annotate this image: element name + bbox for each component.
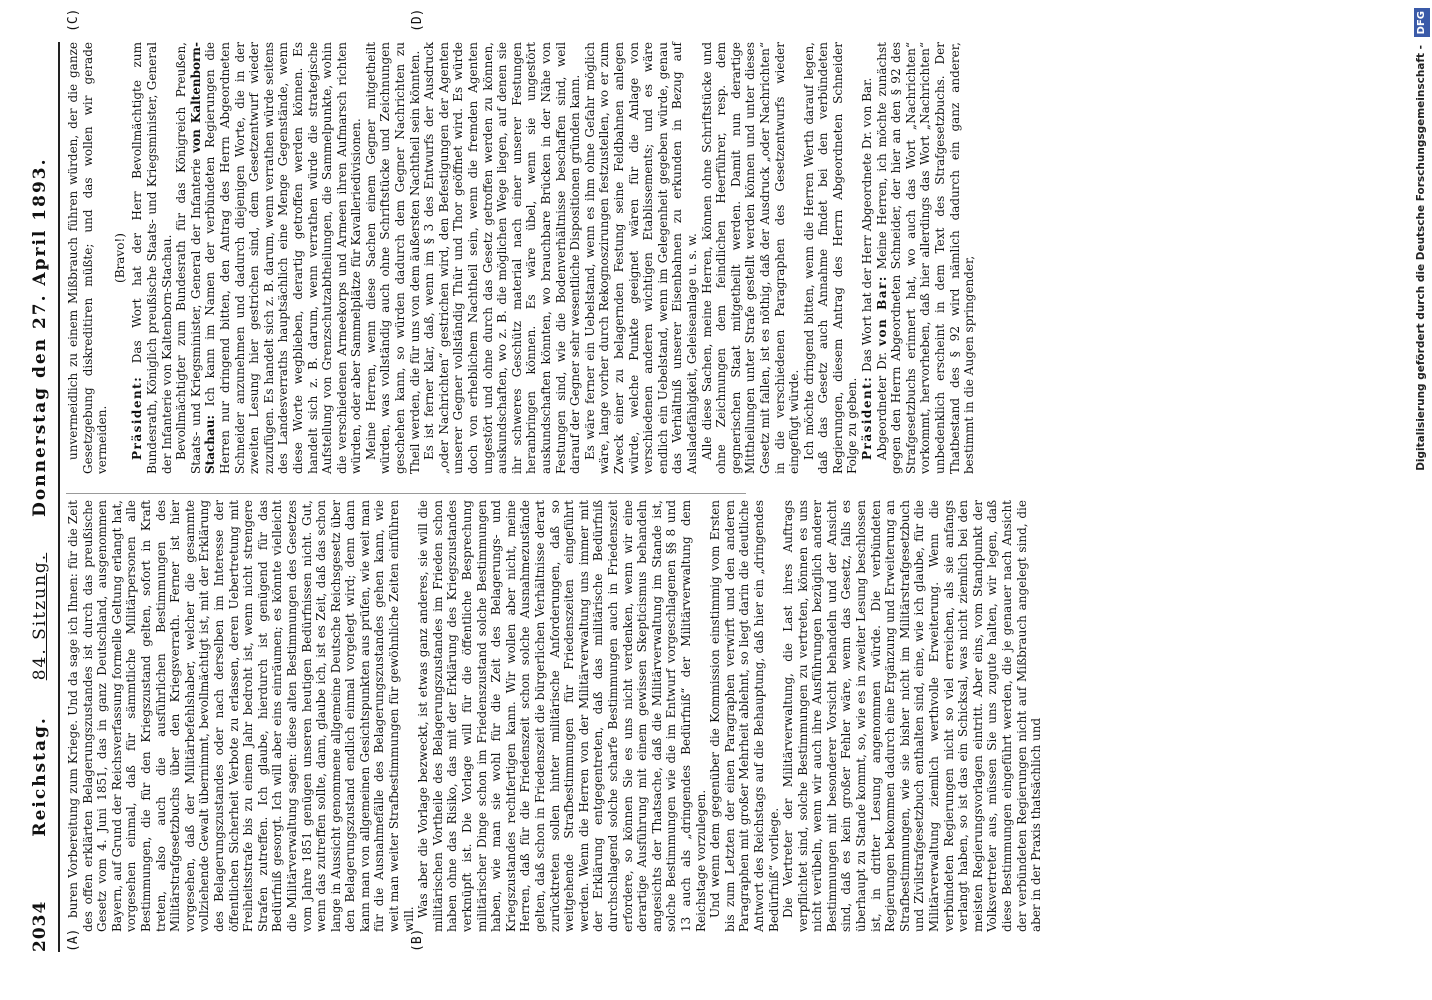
session-date: Donnerstag den 27. April 1893. bbox=[30, 157, 50, 517]
margin-marker-c: (C) bbox=[66, 8, 81, 32]
header-rule bbox=[58, 42, 60, 952]
applause-note: (Bravo!) bbox=[112, 233, 127, 283]
margin-marker-a: (A) bbox=[66, 928, 81, 952]
speaker-name: von Kaltenborn-Stachau: bbox=[188, 42, 218, 474]
margin-marker-b: (B) bbox=[410, 928, 425, 952]
credit-text: Digitalisierung gefördert durch die Deutsche Forschungsgemeinschaft - bbox=[1415, 45, 1427, 471]
speaker-name: von Bar: bbox=[874, 275, 889, 346]
speaker-text: Meine Herren, ich möchte zunächst gegen den Herrn Abgeordneten Schneider, der hier an den § 92 des Strafgesetzbuchs erinnert hat, wo auch das Wort „Nachrichten“ vorkommt, hervorheben, daß hier allerdings das Wort „Nachrichten“ unbedenklich erscheint in dem Text des Strafgesetzbuchs. Der Thatbestand des § 92 wird nämlich dadurch ein ganz anderer, bestimmt in die Augen springender, bbox=[874, 42, 977, 474]
paragraph: Und wenn dem gegenüber die Kommission einstimmig vom Ersten bis zum Letzten der einen Paragraphen verwirft und den anderen Paragraphen mit großer Mehrheit ablehnt, so liegt darin die deutliche Antwort des Reichstags auf die Behauptung, daß hier ein „dringendes Bedürfniß“ vorliege. bbox=[708, 500, 781, 932]
header-center bbox=[30, 42, 50, 952]
paragraph: Es ist ferner klar, daß, wenn im § 3 des Entwurfs der Ausdruck „oder Nachrichten“ gestrichen wird, den Befestigungen der Agenten unserer Gegner vollständig Thür und Thor geöffnet wird. Es würde doch von erheblichem Nachtheil sein, wenn die fremden Agenten ungestört und ohne durch das Gesetz getroffen werden zu können, auskundschaften, wo z. B. die möglichen Wege liegen, auf denen sie ihr schweres Geschütz material nach einer unserer Festungen heranbringen können. Es wäre übel, wenn sie ungestört auskundschaften könnten, wo brauchbare Brücken in der Nähe von Festungen sind, wie die Bodenverhältnisse beschaffen sind, weil darauf der Gegner sehr wesentliche Dispositionen gründen kann. bbox=[422, 42, 583, 474]
speaker-label: Präsident: bbox=[860, 375, 875, 460]
right-column bbox=[66, 42, 977, 474]
paragraph: Was aber die Vorlage bezweckt, ist etwas ganz anderes, sie will die militärischen Vortheile des Belagerungszustandes im Frieden schon haben ohne das Risiko, das mit der Erklärung des Kriegszustandes verknüpft ist. Die Vorlage will für die öffentliche Besprechung militärischer Dinge schon im Friedenszustand solche Bestimmungen haben, wie man sie wohl für die Zeit des Belagerungs- und Kriegszustandes rechtfertigen kann. Wir wollen aber nicht, meine Herren, daß für die Friedenszeit schon solche Ausnahmezustände gelten, daß schon in Friedenszeit die bürgerlichen Verhältnisse derart zurücktreten sollen hinter militärische Anforderungen, daß so weitgehende Strafbestimmungen für Friedenszeiten eingeführt werden. Wenn die Herren von der Militärverwaltung uns immer mit der Erklärung entgegentreten, daß das militärische Bedürfniß durchschlagend solche scharfe Bestimmungen auch in Friedenszeit erfordere, so können Sie es uns nicht verdenken, wenn wir eine derartige Ausführung mit einem gewissen Skepticismus behandeln angesichts der Thatsache, daß die Militärverwaltung im Stande ist, solche Bestimmungen wie die im Entwurf vorgeschlagenen §§ 8 und 13 auch als „dringendes Bedürfniß“ der Militärverwaltung dem Reichstage vorzulegen. bbox=[416, 500, 708, 932]
digitization-strip bbox=[1410, 0, 1432, 1000]
left-column bbox=[66, 500, 1044, 932]
session-label: 84. Sitzung. bbox=[30, 552, 50, 681]
speaker-intro: Bevollmächtigter zum Bundesrath für das Königreich Preußen, Staats- und Kriegsminister, General der Infanterie bbox=[174, 42, 203, 474]
page-header bbox=[24, 42, 56, 952]
publication-name: Reichstag. bbox=[30, 716, 50, 837]
digitization-credit bbox=[1410, 0, 1432, 1000]
paragraph: buren Vorbereitung zum Kriege. Und da sage ich Ihnen: für die Zeit des offen erklärten Belagerungszustandes ist durch das preußische Gesetz vom 4. Juni 1851, das in ganz Deutschland, ausgenommen Bayern, auf Grund der Reichsverfassung formelle Geltung erlangt hat, vorgesehen einmal, daß für sämmtliche Militärpersonen alle Bestimmungen, die für den Kriegszustand gelten, sofort in Kraft treten, also auch die ausführlichen Bestimmungen des Militärstrafgesetzbuchs über den Kriegsverrath. Ferner ist hier vorgesehen, daß der Militärbefehlshaber, welcher die gesammte vollziehende Gewalt übernimmt, bevollmächtigt ist, mit der Erklärung des Belagerungszustandes oder nach derselben im Interesse der öffentlichen Sicherheit Verbote zu erlassen, deren Uebertretung mit Freiheitsstrafe bis zu einem Jahr bedroht ist, wenn nicht strengere Strafen zutreffen. Ich glaube, hierdurch ist genügend für das Bedürfniß gesorgt. Ich will aber eins einräumen; es könnte vielleicht die Militärverwaltung sagen: diese alten Bestimmungen des Gesetzes vom Jahre 1851 genügen unseren heutigen Bedürfnissen nicht. Gut, wenn das zutreffen sollte, dann, glaube ich, ist es Zeit, daß das schon lange in Aussicht genommene allgemeine Deutsche Reichsgesetz über den Belagerungszustand endlich einmal vorgelegt wird; denn dann kann man von allgemeinen Gesichtspunkten aus prüfen, wie weit man für die Ausnahmefälle des Belagerungszustandes gehen kann, wie weit man weiter Strafbestimmungen für gewöhnliche Zeiten einführen will. bbox=[66, 500, 416, 932]
paragraph: Die Vertreter der Militärverwaltung, die Last ihres Auftrags verpflichtet sind, solche Bestimmungen zu vertreten, können es uns nicht verübeln, wenn wir auch ihre Ausführungen bezüglich anderer Bestimmungen mit besonderer Vorsicht behandeln und der Ansicht sind, daß es kein großer Fehler wäre, wenn das Gesetz, falls es überhaupt zu Stande kommt, so, wie es in zweiter Lesung beschlossen ist, in dritter Lesung angenommen würde. Die verbündeten Regierungen bekommen dadurch eine Ergänzung und Erweiterung an Strafbestimmungen, wie sie bisher nicht im Militärstrafgesetzbuch und Zivilstrafgesetzbuch enthalten sind, eine, wie ich glaube, für die Militärverwaltung ziemlich werthvolle Erweiterung. Wenn die verbündeten Regierungen nicht so viel erreichen, als sie anfangs verlangt haben, so ist das ein Schicksal, was nicht ziemlich bei den meisten Regierungsvorlagen eintritt. Aber eins, vom Standpunkt der Volksvertreter aus, müssen Sie uns zugute halten, wir legen, daß diese Bestimmungen eingeführt werden, die je genauer nach Ansicht der verbündeten Regierungen nicht auf Mißbrauch angelegt sind, die aber in der Praxis thatsächlich und bbox=[781, 500, 1044, 932]
paragraph: Es wäre ferner ein Uebelstand, wenn es ihm ohne Gefahr möglich wäre, lange vorher durch Rekognoszirungen festzustellen, wo er zum Zweck einer zu belagernden Festung seine Feldbahnen anlegen würde, welche Punkte geeignet wären für die Anlage von verschiedenen anderen wichtigen Etablissements; und es wäre endlich ein Uebelstand, wenn im Gelegenheit gegeben würde, genau das Verhältniß unserer Eisenbahnen zu erkunden in Bezug auf Ausladefähigkeit, Geleiseanlage u. s. w. bbox=[582, 42, 699, 474]
page-number: 2034 bbox=[30, 900, 50, 952]
paragraph: unvermeidlich zu einem Mißbrauch führen würden, der die ganze Gesetzgebung diskreditiren müßte; und das wollen wir gerade vermeiden. bbox=[66, 42, 110, 474]
speaker-paragraph bbox=[130, 42, 174, 474]
speaker-paragraph bbox=[174, 42, 364, 474]
speaker-text: Das Wort hat der Herr Abgeordnete Dr. von Bar. bbox=[860, 77, 875, 372]
speaker-label: Präsident: bbox=[130, 375, 145, 460]
dfg-logo: DFG bbox=[1414, 8, 1430, 37]
column-divider bbox=[66, 493, 746, 494]
speaker-intro: Abgeordneter Dr. bbox=[874, 351, 889, 460]
speaker-paragraph bbox=[860, 42, 875, 474]
speaker-text: Das Wort hat der Herr Bevollmächtigte zum Bundesrath, Königlich preußische Staats- und Kriegsminister, General der Infanterie von Kaltenborn-Stachau. bbox=[130, 42, 174, 474]
paragraph: Meine Herren, wenn diese Sachen einem Gegner mitgetheilt würden, was vollständig auch ohne Schriftstücke und Zeichnungen geschehen kann, so würden dadurch dem Gegner Nachrichten zu Theil werden, die für uns von dem äußersten Nachtheil sein könnten. bbox=[363, 42, 422, 474]
speaker-paragraph bbox=[875, 42, 977, 474]
speaker-text: Ich kann im Namen der verbündeten Regierungen die Herren nur dringend bitten, den Antrag des Herrn Abgeordneten Schneider anzunehmen und dadurch diejenigen Worte, die in der zweiten Lesung hier gestrichen sind, dem Gesetzentwurf wieder zuzufügen. Es handelt sich z. B. darum, wenn verrathen würde seitens des Landesverraths hauptsächlich eine Menge Gegenstände, wenn diese Worte wegblieben, derartig getroffen werden können. Es handelt sich z. B. darum, wenn verrathen würde die strategische Aufstellung von Grenzschutzabtheilungen, die Sammelpunkte, wohin die verschiedenen Armeekorps und Armeen ihren Aufmarsch richten würden, oder aber Sammelplätze für Kavalleriedivisionen. bbox=[203, 42, 364, 474]
paragraph: Alle diese Sachen, meine Herren, können ohne Schriftstücke und ohne Zeichnungen dem feindlichen Heerführer, resp. dem gegnerischen Staat mitgetheilt werden. Damit nun derartige Mittheilungen unter Strafe gestellt werden können und unter dieses Gesetz mit fallen, ist es nöthig, daß der Ausdruck „oder Nachrichten“ in die verschiedenen Paragraphen des Gesetzentwurfs wieder eingefügt würde. bbox=[699, 42, 802, 474]
margin-marker-d: (D) bbox=[410, 8, 425, 32]
paragraph: Ich möchte dringend bitten, wenn die Herren Werth darauf legen, daß das Gesetz auch Annahme findet bei den verbündeten Regierungen, diesem Antrag des Herrn Abgeordneten Schneider Folge zu geben. bbox=[801, 42, 860, 474]
